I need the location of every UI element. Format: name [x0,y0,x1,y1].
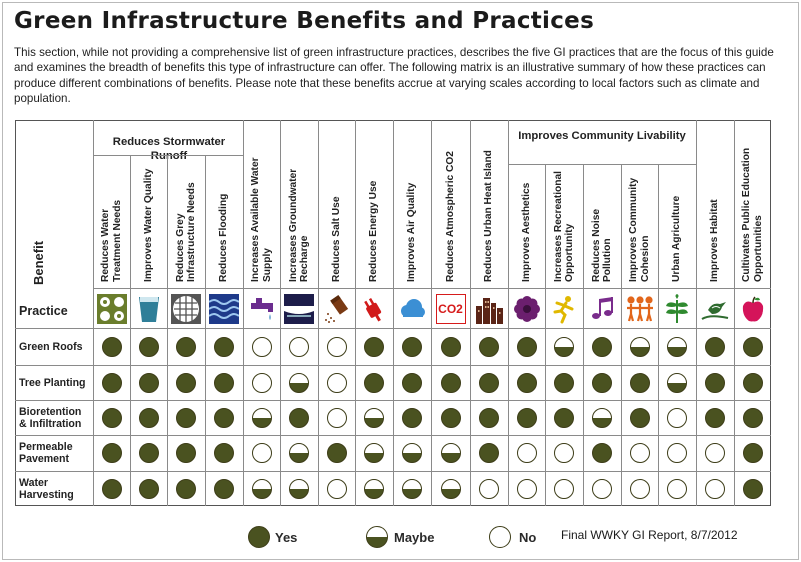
benefit-dot [402,408,422,428]
column-header-label: Improves Aesthetics [520,182,532,282]
grate-icon [171,294,201,324]
benefit-dot [139,408,159,428]
benefit-dot [743,443,763,463]
column-header-label: Reduces Flooding [218,193,230,282]
grid-hline [15,400,771,401]
column-header-label: Improves Water Quality [142,168,154,282]
people-icon [625,294,655,324]
benefit-dot [214,373,234,393]
benefit-dot [517,479,537,499]
benefit-dot [176,408,196,428]
benefit-dot [364,337,384,357]
row-label: Water Harvesting [19,476,74,501]
benefit-dot [102,408,122,428]
column-header-label: Reduces Water Treatment Needs [100,199,123,282]
benefit-dot [630,373,650,393]
benefit-dot [705,443,725,463]
row-label: Permeable Pavement [19,441,73,465]
column-header-4 [205,157,243,286]
legend-maybe-label: Maybe [394,530,435,545]
practice-axis-label: Practice [19,304,68,318]
bird-icon [700,294,730,324]
groundwater-icon [284,294,314,324]
row-label: Green Roofs [19,340,83,353]
benefit-axis-label: Benefit [31,240,46,285]
legend-maybe-dot [366,526,388,548]
benefit-dot [139,443,159,463]
benefit-dot [289,443,309,463]
flood-waves-icon [209,294,239,324]
benefit-dot [667,443,687,463]
benefit-dot [327,408,347,428]
benefit-dot [327,373,347,393]
benefit-dot [630,443,650,463]
benefit-dot [592,443,612,463]
column-header-label: Reduces Noise Pollution [590,208,613,282]
co2-icon [436,294,466,324]
benefit-dot [479,337,499,357]
column-header-6 [280,122,318,286]
intro-paragraph: This section, while not providing a comprehensive list of green infrastructure practices, describes the five GI practices that are the focus of this guide and examines the breadth of benefits this type of infrastructure can offer. The following matrix is an illustrative summary of how these practices can produce different combinations of benefits. Please note that these benefits accrue at varying scales according to local factors such as climate and population. [14,46,774,106]
legend-yes-label: Yes [275,530,298,545]
benefit-dot [364,479,384,499]
city-buildings-icon [474,294,504,324]
benefit-dot [743,479,763,499]
group-runoff-underline [93,155,243,156]
benefit-dot [102,479,122,499]
benefit-dot [705,408,725,428]
column-header-label: Improves Air Quality [406,182,418,282]
benefit-dot [667,408,687,428]
benefit-dot [102,443,122,463]
benefit-dot [176,443,196,463]
column-header-label: Urban Agriculture [671,195,683,282]
group-livability-underline [508,164,696,165]
benefit-dot [517,337,537,357]
benefit-dot [517,373,537,393]
benefit-dot [667,373,687,393]
benefit-dot [705,337,725,357]
faucet-icon [247,294,277,324]
benefit-dot [289,479,309,499]
benefit-dot [252,408,272,428]
column-header-label: Improves Habitat [709,199,721,282]
plant-icon [662,294,692,324]
column-header-label: Increases Available Water Supply [250,157,273,282]
legend-no-dot [489,526,511,548]
benefit-dot [214,337,234,357]
column-header-label: Increases Groundwater Recharge [287,168,310,282]
benefit-dot [289,337,309,357]
benefit-dot [630,479,650,499]
column-header-label: Reduces Urban Heat Island [483,150,495,282]
page-title: Green Infrastructure Benefits and Practices [14,8,595,34]
column-header-2 [130,157,167,286]
column-header-16 [658,166,696,286]
benefit-dot [667,337,687,357]
salt-shaker-icon [322,294,352,324]
column-header-8 [355,122,393,286]
benefit-dot [592,408,612,428]
benefit-dot [743,408,763,428]
column-header-7 [318,122,355,286]
runner-icon [549,294,579,324]
row-label: Bioretention & Infiltration [19,405,82,430]
benefit-dot [743,337,763,357]
column-header-12 [508,166,545,286]
benefit-dot [252,337,272,357]
benefit-dot [176,337,196,357]
column-header-1 [93,157,130,286]
benefit-dot [479,408,499,428]
benefit-dot [176,479,196,499]
column-header-5 [243,122,280,286]
benefit-dot [441,408,461,428]
grid-hline [93,288,771,289]
benefit-dot [176,373,196,393]
group-header-runoff: Reduces Stormwater Runoff [112,136,226,162]
column-header-label: Reduces Energy Use [368,180,380,282]
benefit-dot [327,479,347,499]
benefit-dot [592,373,612,393]
column-header-3 [167,157,205,286]
column-header-label: Cultivates Public Education Opportunities [741,147,764,282]
benefit-dot [554,337,574,357]
music-notes-icon [587,294,617,324]
co2-icon-label: CO2 [438,302,463,316]
benefit-dot [441,373,461,393]
column-header-11 [470,122,508,286]
benefit-dot [402,373,422,393]
column-header-9 [393,122,431,286]
benefit-dot [327,443,347,463]
benefit-dot [364,408,384,428]
grid-hline [15,328,771,329]
benefit-dot [289,373,309,393]
benefit-dot [252,373,272,393]
column-header-label: Reduces Atmospheric CO2 [444,151,456,282]
benefit-dot [289,408,309,428]
column-header-15 [621,166,658,286]
grid-hline [15,365,771,366]
grid-hline [15,435,771,436]
benefit-dot [102,373,122,393]
benefit-dot [402,479,422,499]
benefit-dot [630,337,650,357]
cloud-icon [397,294,427,324]
benefit-dot [554,443,574,463]
benefit-dot [479,373,499,393]
column-header-17 [696,122,734,286]
benefit-dot [102,337,122,357]
column-header-14 [583,166,621,286]
benefit-dot [139,479,159,499]
benefit-dot [630,408,650,428]
benefit-dot [592,479,612,499]
column-header-10 [431,122,470,286]
benefit-dot [705,479,725,499]
benefits-matrix [15,120,771,506]
benefit-dot [402,337,422,357]
benefit-dot [214,443,234,463]
benefit-dot [402,443,422,463]
benefit-dot [517,443,537,463]
benefit-dot [441,337,461,357]
benefit-dot [441,479,461,499]
benefit-dot [554,408,574,428]
benefit-dot [592,337,612,357]
benefit-dot [743,373,763,393]
column-header-label: Reduces Salt Use [330,196,342,282]
legend-no-label: No [519,530,537,545]
water-treatment-icon [97,294,127,324]
energy-plug-icon [359,294,389,324]
row-label: Tree Planting [19,376,86,389]
benefit-dot [139,373,159,393]
benefit-dot [554,479,574,499]
benefit-dot [364,373,384,393]
benefit-dot [479,443,499,463]
benefit-dot [517,408,537,428]
group-header-livability: Improves Community Livability [518,130,686,142]
column-header-18 [734,122,771,286]
apple-icon [738,294,768,324]
column-header-label: Increases Recreational Opportunity [552,171,575,282]
benefit-dot [214,479,234,499]
column-header-label: Improves Community Cohesion [628,177,651,282]
benefit-dot [667,479,687,499]
report-footer: Final WWKY GI Report, 8/7/2012 [561,528,738,542]
benefit-dot [441,443,461,463]
flower-icon [512,294,542,324]
benefit-dot [364,443,384,463]
column-header-label: Reduces Grey Infrastructure Needs [174,182,197,282]
column-header-13 [545,166,583,286]
legend-yes-dot [248,526,270,548]
benefit-dot [479,479,499,499]
benefit-dot [214,408,234,428]
benefit-dot [252,479,272,499]
benefit-dot [554,373,574,393]
benefit-dot [327,337,347,357]
benefit-dot [139,337,159,357]
grid-hline [15,471,771,472]
benefit-dot [252,443,272,463]
water-glass-icon [134,294,164,324]
benefit-dot [705,373,725,393]
